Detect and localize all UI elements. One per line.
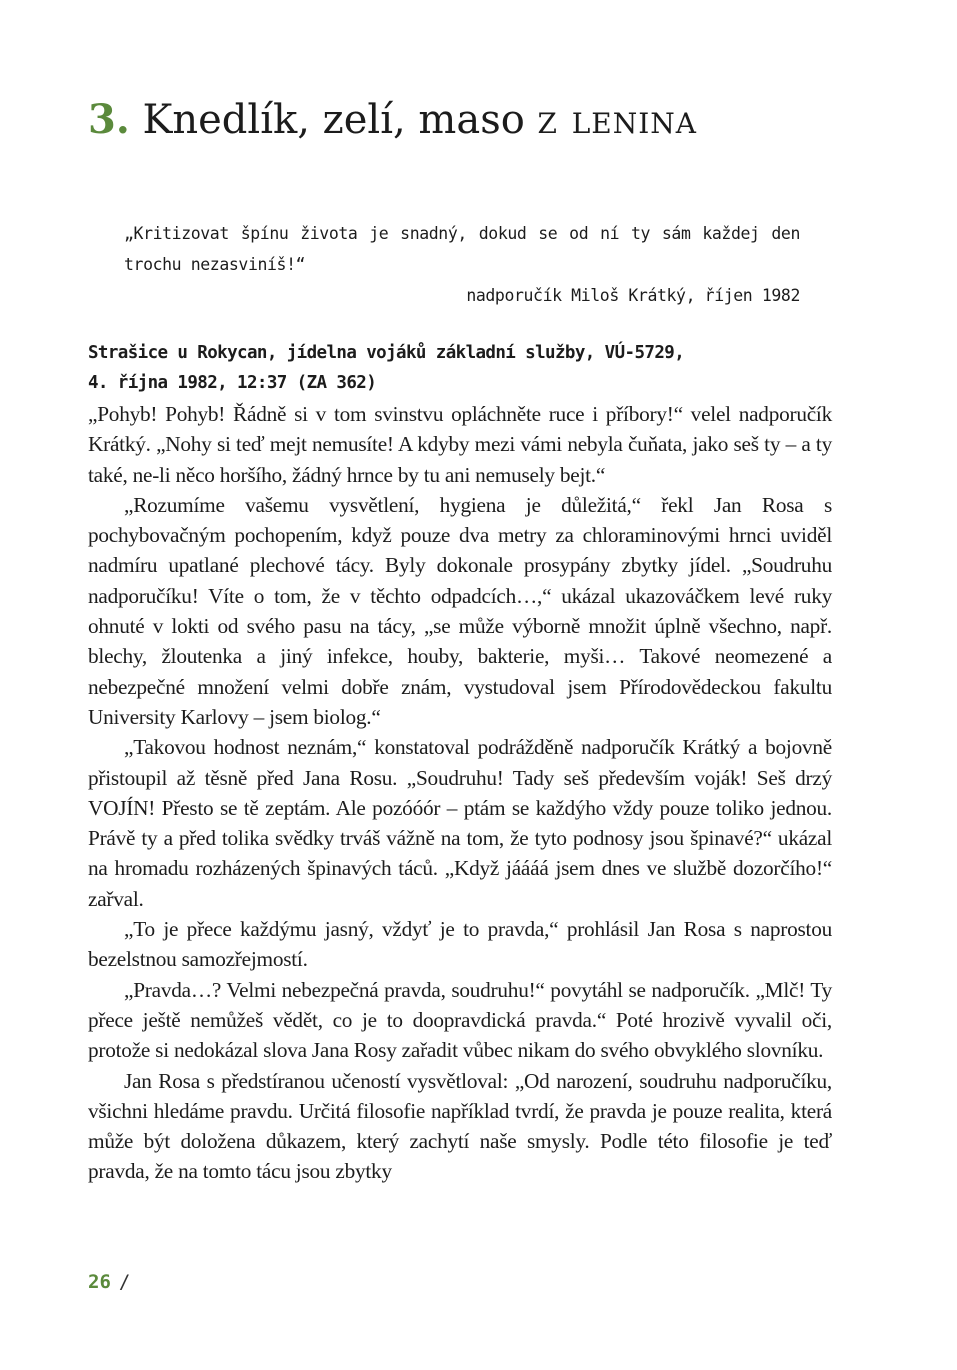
- body-paragraph-6: Jan Rosa s předstíranou učeností vysvětloval: „Od narození, soudruhu nadporučíku, všichni hledáme pravdu. Určitá filosofie například tvrdí, že pravda je pouze realita, která může být doložena důkazem, který zachytí naše smysly. Podle této filosofie je teď pravda, že na tomto tácu jsou zbytky: [88, 1068, 832, 1184]
- chapter-title: [88, 92, 697, 148]
- epigraph: [124, 218, 800, 311]
- epigraph-attribution: nadporučík Miloš Krátký, říjen 1982: [466, 286, 800, 305]
- page-separator: /: [118, 1271, 131, 1293]
- dateline-place: Strašice u Rokycan, jídelna vojáků základní služby, VÚ-5729,: [88, 343, 685, 363]
- page-footer: [88, 1264, 130, 1300]
- page-number: 26: [88, 1271, 111, 1293]
- scene-dateline: [88, 338, 828, 398]
- dateline-time: 4. října 1982, 12:37 (ZA 362): [88, 373, 377, 393]
- body-paragraph-1: „Pohyb! Pohyb! Řádně si v tom svinstvu opláchněte ruce i příbory!“ velel nadporučík Krátký. „Nohy si teď mejt nemusíte! A kdyby mezi vámi nebyla čuňata, jako seš ty – a ty také, ne-li něco horšího, žádný hrnce by tu ani nemusely bejt.“: [88, 402, 832, 487]
- epigraph-quote: „Kritizovat špínu života je snadný, dokud se od ní ty sám každej den trochu nezasviníš!“: [124, 224, 800, 274]
- body-paragraph-3: „Takovou hodnost neznám,“ konstatoval podrážděně nadporučík Krátký a bojovně přistoupil až těsně před Jana Rosu. „Soudruhu! Tady seš především voják! Seš drzý VOJÍN! Přesto se tě zeptám. Ale pozóóór – ptám se každýho vždy pouze toliko jednou. Právě ty a před tolika svědky trváš vážně na tom, že tyto podnosy jsou špinavé?“ ukázal na hromadu rozházených špinavých táců. „Když jáááá jsem dnes ve službě dozorčího!“ zařval.: [88, 735, 832, 911]
- chapter-body: [88, 399, 832, 1187]
- body-paragraph-4: „To je přece každýmu jasný, vždyť je to pravda,“ prohlásil Jan Rosa s naprostou bezelstnou samozřejmostí.: [88, 917, 832, 972]
- body-paragraph-2: „Rozumíme vašemu vysvětlení, hygiena je důležitá,“ řekl Jan Rosa s pochybovačným pochopením, když pouze dva metry za chloraminovými hrnci uviděl nadmíru upatlané plechové tácy. Byly dokonale prosypány zbytky jídel. „Soudruhu nadporučíku! Víte o tom, že v těchto odpadcích…,“ ukázal ukazováčkem levé ruky ohnuté v lokti od svého pasu na tácy, „se může výborně množit úplně všechno, např. blechy, žloutenka a jiný infekce, houby, bakterie, myši… Takové neomezené a nebezpečné množení velmi dobře znám, vystudoval jsem Přírodovědeckou fakultu University Karlovy – jsem biolog.“: [88, 492, 832, 729]
- body-paragraph-5: „Pravda…? Velmi nebezpečná pravda, soudruhu!“ povytáhl se nadporučík. „Mlč! Ty přece ještě nemůžeš vědět, co je to doopravdická pravda.“ Poté hrozivě vyvalil oči, protože si nedokázal slova Jana Rosy zařadit vůbec nikam do svého obvyklého slovníku.: [88, 977, 832, 1063]
- chapter-title-smallcaps: z lenina: [537, 97, 698, 143]
- chapter-number: 3.: [88, 96, 130, 143]
- chapter-title-main: Knedlík, zelí, maso: [142, 97, 538, 143]
